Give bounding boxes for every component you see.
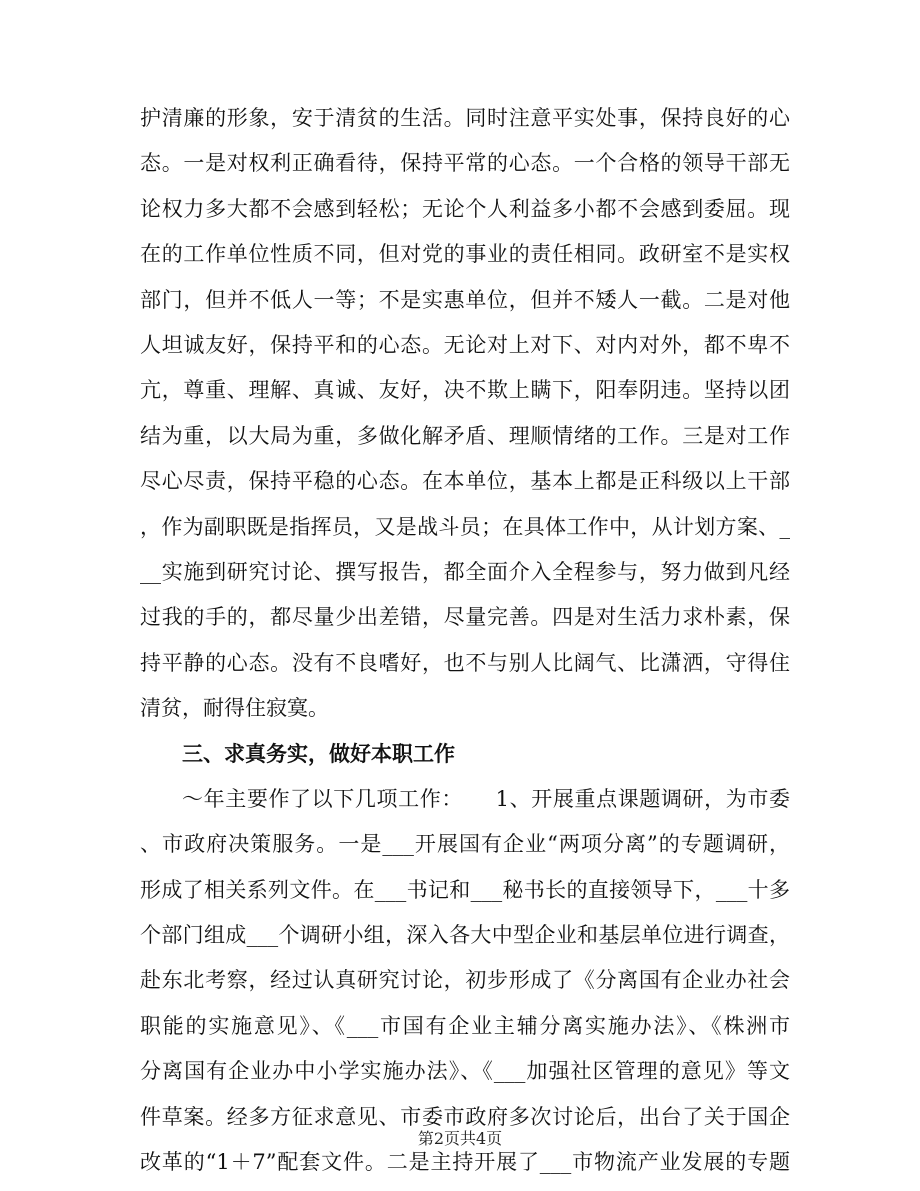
text-line: 件草案。经多方征求意见、市委市政府多次讨论后，出台了关于国企 (140, 1104, 790, 1129)
text-line: 形成了相关系列文件。在___书记和___秘书长的直接领导下，___十多 (140, 877, 790, 902)
text-line: 论权力多大都不会感到轻松；无论个人利益多小都不会感到委屈。现 (140, 196, 790, 221)
text-line: ，作为副职既是指挥员，又是战斗员；在具体工作中，从计划方案、_ (140, 514, 790, 539)
text-line: ～年主要作了以下几项工作： 1、开展重点课题调研，为市委 (182, 786, 790, 811)
text-line: 尽心尽责，保持平稳的心态。在本单位，基本上都是正科级以上干部 (140, 469, 790, 494)
text-line: 职能的实施意见》、《___市国有企业主辅分离实施办法》、《株洲市 (140, 1013, 790, 1038)
text-line: 赴东北考察，经过认真研究讨论，初步形成了《分离国有企业办社会 (140, 968, 790, 993)
text-line: 个部门组成___个调研小组，深入各大中型企业和基层单位进行调查， (140, 923, 790, 948)
text-line: 在的工作单位性质不同，但对党的事业的责任相同。政研室不是实权 (140, 242, 790, 267)
text-line: 改革的“1＋7”配套文件。二是主持开展了___市物流产业发展的专题 (140, 1149, 790, 1174)
text-line: 护清廉的形象，安于清贫的生活。同时注意平实处事，保持良好的心 (140, 106, 790, 130)
text-line: 部门，但并不低人一等；不是实惠单位，但并不矮人一截。二是对他 (140, 287, 790, 312)
text-line: 过我的手的，都尽量少出差错，尽量完善。四是对生活力求朴素，保 (140, 605, 790, 630)
text-line: 态。一是对权利正确看待，保持平常的心态。一个合格的领导干部无 (140, 151, 790, 176)
page-number: 第2页共4页 (417, 1129, 503, 1148)
section-heading: 三、求真务实，做好本职工作 (182, 741, 455, 767)
text-line: 清贫，耐得住寂寞。 (140, 696, 329, 721)
text-line: 结为重，以大局为重，多做化解矛盾、理顺情绪的工作。三是对工作 (140, 423, 790, 448)
text-line: 分离国有企业办中小学实施办法》、《___加强社区管理的意见》等文 (140, 1059, 790, 1084)
document-body (140, 96, 790, 1185)
text-line: __实施到研究讨论、撰写报告，都全面介入全程参与，努力做到凡经 (140, 559, 790, 584)
text-line: 人坦诚友好，保持平和的心态。无论对上对下、对内对外，都不卑不 (140, 332, 790, 357)
text-line: 持平静的心态。没有不良嗜好，也不与别人比阔气、比潇洒，守得住 (140, 650, 790, 675)
text-line: 、市政府决策服务。一是___开展国有企业“两项分离”的专题调研， (140, 832, 790, 857)
text-line: 亢，尊重、理解、真诚、友好，决不欺上瞒下，阳奉阴违。坚持以团 (140, 378, 790, 403)
